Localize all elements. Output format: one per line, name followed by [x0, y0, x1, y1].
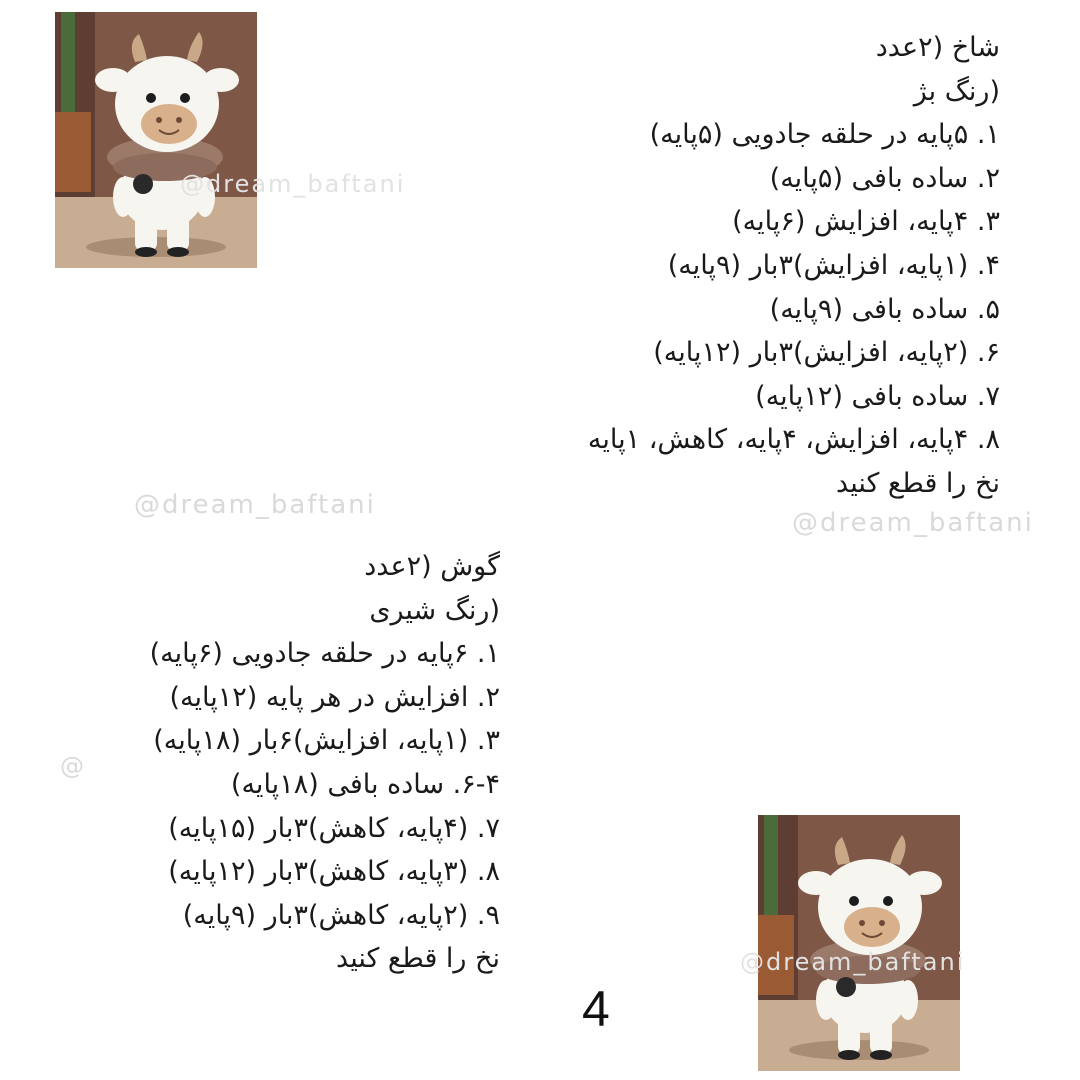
- cow-photo-top: [55, 12, 257, 268]
- section-title: گوش (۲عدد: [364, 551, 500, 582]
- pattern-row: ۹. (۲پایه، کاهش)۳بار (۹پایه): [182, 899, 500, 931]
- section-title: شاخ (۲عدد: [875, 32, 1000, 63]
- pattern-row: ۳. (۱پایه، افزایش)۶بار (۱۸پایه): [153, 725, 500, 757]
- watermark: @dream_baftani: [180, 170, 406, 198]
- yarn-color: (رنگ بژ: [913, 75, 1000, 107]
- horn-pattern-section: [588, 26, 1000, 506]
- pattern-row: ۱. ۵پایه در حلقه جادویی (۵پایه): [649, 119, 1000, 151]
- finish-instruction: نخ را قطع کنید: [336, 943, 500, 975]
- pattern-row: ۷. ساده بافی (۱۲پایه): [755, 380, 1000, 412]
- finish-instruction: نخ را قطع کنید: [836, 467, 1000, 499]
- pattern-row: ۷. (۴پایه، کاهش)۳بار (۱۵پایه): [168, 812, 500, 844]
- pattern-row: ۸. (۳پایه، کاهش)۳بار (۱۲پایه): [168, 856, 500, 888]
- pattern-row: ۶-۴. ساده بافی (۱۸پایه): [230, 768, 500, 800]
- crochet-cow-illustration: [55, 12, 257, 268]
- pattern-row: ۸. ۴پایه، افزایش، ۴پایه، کاهش، ۱پایه: [587, 424, 1000, 456]
- watermark: @dream_baftani: [740, 948, 966, 976]
- pattern-row: ۱. ۶پایه در حلقه جادویی (۶پایه): [149, 638, 500, 670]
- crochet-cow-illustration: [758, 815, 960, 1071]
- pattern-row: ۲. ساده بافی (۵پایه): [769, 162, 1000, 194]
- yarn-color: (رنگ شیری: [369, 594, 500, 626]
- ear-pattern-section: [150, 545, 500, 981]
- pattern-row: ۶. (۲پایه، افزایش)۳بار (۱۲پایه): [653, 337, 1000, 369]
- watermark: @dream_baftani: [792, 508, 1034, 538]
- pattern-row: ۳. ۴پایه، افزایش (۶پایه): [732, 206, 1000, 238]
- watermark: @: [60, 752, 86, 780]
- pattern-row: ۵. ساده بافی (۹پایه): [769, 293, 1000, 325]
- cow-photo-bottom: [758, 815, 960, 1071]
- pattern-row: ۴. (۱پایه، افزایش)۳بار (۹پایه): [667, 249, 1000, 281]
- watermark: @dream_baftani: [134, 490, 376, 520]
- page-number: 4: [582, 981, 610, 1037]
- pattern-row: ۲. افزایش در هر پایه (۱۲پایه): [169, 681, 500, 713]
